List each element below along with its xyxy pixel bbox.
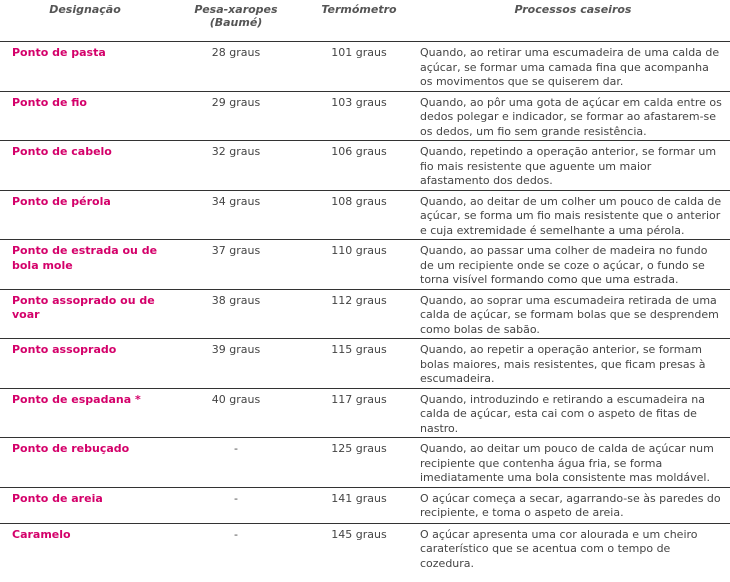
table-row — [0, 42, 730, 92]
table-row — [0, 487, 730, 523]
row-pesa: 37 graus — [170, 240, 302, 290]
row-termometro: 117 graus — [302, 388, 416, 438]
row-name: Ponto de estrada ou de bola mole — [0, 240, 170, 290]
table-row — [0, 339, 730, 389]
table-header — [0, 0, 730, 42]
row-termometro: 110 graus — [302, 240, 416, 290]
table-row — [0, 438, 730, 488]
row-pesa: 29 graus — [170, 91, 302, 141]
row-termometro: 125 graus — [302, 438, 416, 488]
table-row — [0, 190, 730, 240]
header-pesa-line2: (Baumé) — [209, 16, 263, 29]
row-name: Ponto assoprado ou de voar — [0, 289, 170, 339]
row-name: Ponto de fio — [0, 91, 170, 141]
header-termometro: Termómetro — [321, 3, 397, 16]
row-termometro: 141 graus — [302, 487, 416, 523]
row-termometro: 145 graus — [302, 523, 416, 579]
row-name: Caramelo — [0, 523, 170, 579]
row-processo: Quando, ao retirar uma escumadeira de uma calda de açúcar, se formar uma camada fina que acompanha os movimentos que se quiserem dar. — [416, 42, 730, 92]
row-pesa: - — [170, 487, 302, 523]
row-termometro: 103 graus — [302, 91, 416, 141]
row-termometro: 112 graus — [302, 289, 416, 339]
header-pesa-line1: Pesa-xaropes — [194, 3, 278, 16]
row-name: Ponto assoprado — [0, 339, 170, 389]
row-pesa: 40 graus — [170, 388, 302, 438]
row-name: Ponto de pérola — [0, 190, 170, 240]
row-pesa: - — [170, 438, 302, 488]
row-name: Ponto de espadana * — [0, 388, 170, 438]
row-pesa: - — [170, 523, 302, 579]
row-processo: Quando, ao pôr uma gota de açúcar em calda entre os dedos polegar e indicador, se formar ao afastarem-se os dedos, um fio sem grande resistência. — [416, 91, 730, 141]
row-processo: O açúcar começa a secar, agarrando-se às paredes do recipiente, e toma o aspeto de areia. — [416, 487, 730, 523]
row-pesa: 38 graus — [170, 289, 302, 339]
row-termometro: 106 graus — [302, 141, 416, 191]
table-row — [0, 141, 730, 191]
row-pesa: 34 graus — [170, 190, 302, 240]
row-processo: Quando, introduzindo e retirando a escumadeira na calda de açúcar, esta cai com o aspeto de fitas de nastro. — [416, 388, 730, 438]
header-pesa-xaropes — [170, 0, 302, 42]
table-body — [0, 42, 730, 580]
row-processo: Quando, repetindo a operação anterior, se formar um fio mais resistente que aguente um maior afastamento dos dedos. — [416, 141, 730, 191]
row-name: Ponto de pasta — [0, 42, 170, 92]
row-name: Ponto de areia — [0, 487, 170, 523]
row-pesa: 39 graus — [170, 339, 302, 389]
row-processo: Quando, ao passar uma colher de madeira no fundo de um recipiente onde se coze o açúcar, o fundo se torna visível formando como que uma estrada. — [416, 240, 730, 290]
header-designacao: Designação — [49, 3, 121, 16]
row-termometro: 115 graus — [302, 339, 416, 389]
row-name: Ponto de rebuçado — [0, 438, 170, 488]
row-processo: Quando, ao deitar um pouco de calda de açúcar num recipiente que contenha água fria, se forma imediatamente uma bola consistente mas moldável. — [416, 438, 730, 488]
row-processo: O açúcar apresenta uma cor alourada e um cheiro caraterístico que se acentua com o tempo de cozedura. — [416, 523, 730, 579]
row-processo: Quando, ao repetir a operação anterior, se formam bolas maiores, mais resistentes, que ficam presas à escumadeira. — [416, 339, 730, 389]
row-pesa: 32 graus — [170, 141, 302, 191]
table-row — [0, 240, 730, 290]
row-processo: Quando, ao soprar uma escumadeira retirada de uma calda de açúcar, se formam bolas que se desprendem como bolas de sabão. — [416, 289, 730, 339]
row-pesa: 28 graus — [170, 42, 302, 92]
row-termometro: 108 graus — [302, 190, 416, 240]
row-name: Ponto de cabelo — [0, 141, 170, 191]
row-termometro: 101 graus — [302, 42, 416, 92]
table-row — [0, 91, 730, 141]
row-processo: Quando, ao deitar de um colher um pouco de calda de açúcar, se forma um fio mais resistente que o anterior e cuja extremidade é semelhante a uma pérola. — [416, 190, 730, 240]
table-row — [0, 388, 730, 438]
header-processos: Processos caseiros — [514, 3, 632, 16]
table-row — [0, 523, 730, 579]
table-row — [0, 289, 730, 339]
